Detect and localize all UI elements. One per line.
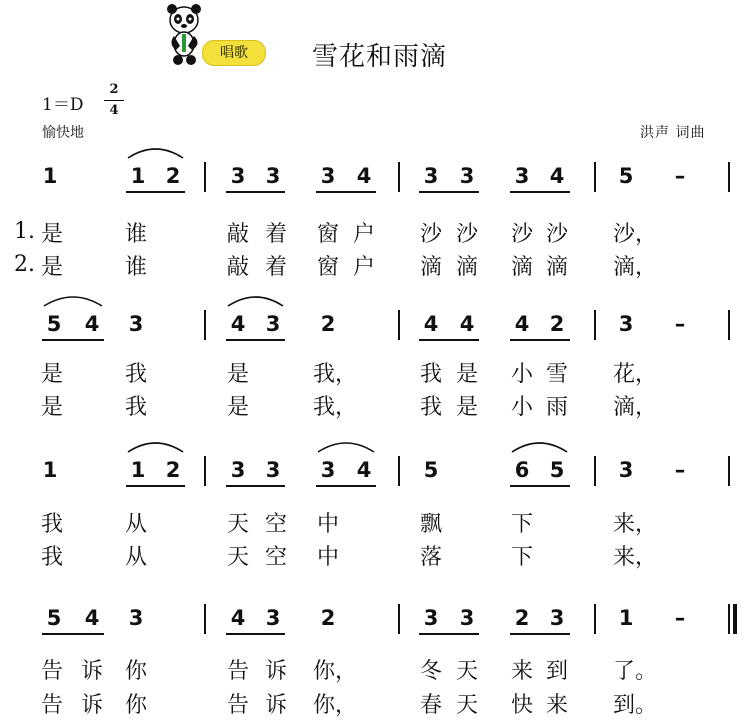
- lyric-char: 户: [352, 222, 375, 247]
- slur: [510, 438, 569, 454]
- lyric-char: 飘: [419, 512, 442, 537]
- lyric-char: 天: [455, 693, 478, 718]
- lyric-char: 空: [264, 545, 287, 570]
- note-beam: [126, 485, 185, 487]
- note: 1: [130, 458, 146, 482]
- note: 3: [320, 164, 336, 188]
- lyric-char: 告: [40, 693, 63, 718]
- lyric-char: 告: [226, 693, 249, 718]
- lyric-char: 窗: [316, 255, 339, 280]
- note: 4: [84, 606, 100, 630]
- bar-line: [398, 604, 400, 634]
- lyric-char: 着: [264, 222, 287, 247]
- note: 5: [549, 458, 565, 482]
- note: 4: [356, 164, 372, 188]
- lyric-char: 空: [264, 512, 287, 537]
- note-beam: [316, 485, 376, 487]
- lyric-char: 是: [40, 255, 63, 280]
- lyric-char: 我: [419, 362, 442, 387]
- lyric-char: 谁: [124, 255, 147, 280]
- meter-top: 2: [109, 82, 119, 97]
- lyric-char: 天: [455, 659, 478, 684]
- note: 2: [549, 312, 565, 336]
- note: 3: [230, 458, 246, 482]
- bar-line: [204, 310, 206, 340]
- lyric-char: 下: [510, 545, 533, 570]
- lyric-char: 天: [226, 512, 249, 537]
- lyric-char: 快: [510, 693, 533, 718]
- bar-line: [594, 456, 596, 486]
- lyric-char: 是: [40, 395, 63, 420]
- bar-line: [728, 456, 730, 486]
- time-signature: [104, 82, 124, 119]
- lyric-char: 我: [124, 362, 147, 387]
- lyric-char: 你: [124, 659, 147, 684]
- note-beam: [419, 191, 479, 193]
- bar-line: [594, 162, 596, 192]
- page-title: 雪花和雨滴: [312, 42, 448, 72]
- note: 5: [423, 458, 439, 482]
- lyric-char: 小: [510, 362, 533, 387]
- note-beam: [510, 339, 570, 341]
- lyric-char: 你: [124, 693, 147, 718]
- lyric-char: 冬: [419, 659, 442, 684]
- lyric-char: 中: [316, 512, 339, 537]
- lyric-char: 中: [316, 545, 339, 570]
- lyric-char: 我，: [313, 362, 358, 387]
- verse-number-1: 1.: [14, 219, 35, 244]
- lyric-char: 是: [455, 395, 478, 420]
- note: 3: [320, 458, 336, 482]
- slur: [126, 144, 185, 160]
- note: 1: [42, 164, 58, 188]
- note: 1: [130, 164, 146, 188]
- note-beam: [226, 339, 285, 341]
- lyric-char: 滴，: [613, 255, 658, 280]
- note: –: [674, 606, 686, 630]
- note: 2: [165, 458, 181, 482]
- bar-line: [728, 604, 730, 634]
- lyric-char: 花，: [613, 362, 658, 387]
- lyric-char: 到。: [613, 693, 658, 718]
- note: 4: [514, 312, 530, 336]
- lyric-char: 是: [455, 362, 478, 387]
- section-tag: 唱歌: [202, 40, 266, 66]
- note: 2: [320, 606, 336, 630]
- lyric-char: 你，: [313, 693, 358, 718]
- bar-line: [204, 604, 206, 634]
- lyric-char: 沙: [419, 222, 442, 247]
- lyric-char: 我: [419, 395, 442, 420]
- lyric-char: 诉: [80, 693, 103, 718]
- lyric-char: 来，: [613, 512, 658, 537]
- note-beam: [126, 191, 185, 193]
- bar-line: [398, 310, 400, 340]
- note: 3: [459, 606, 475, 630]
- bar-line: [594, 310, 596, 340]
- final-bar-line: [733, 604, 737, 634]
- lyric-char: 我: [40, 545, 63, 570]
- note-beam: [419, 339, 479, 341]
- lyric-char: 是: [40, 222, 63, 247]
- panda-mascot-icon: [162, 4, 208, 66]
- credit-line: 洪声 词曲: [640, 125, 706, 141]
- slur-curve: [228, 297, 283, 306]
- lyric-char: 我，: [313, 395, 358, 420]
- lyric-char: 谁: [124, 222, 147, 247]
- note: 4: [549, 164, 565, 188]
- lyric-char: 沙: [455, 222, 478, 247]
- note: 2: [320, 312, 336, 336]
- lyric-char: 了。: [613, 659, 658, 684]
- note-beam: [510, 191, 570, 193]
- note: 4: [356, 458, 372, 482]
- note: 3: [128, 606, 144, 630]
- slur-curve: [44, 297, 102, 306]
- note: 4: [423, 312, 439, 336]
- slur-curve: [318, 443, 374, 452]
- tempo-marking: 愉快地: [42, 125, 84, 141]
- lyric-char: 到: [545, 659, 568, 684]
- meter-bottom: 4: [109, 103, 119, 118]
- bar-line: [728, 162, 730, 192]
- note: 3: [128, 312, 144, 336]
- note-beam: [226, 191, 285, 193]
- lyric-char: 滴: [419, 255, 442, 280]
- note: 5: [618, 164, 634, 188]
- slur: [126, 438, 185, 454]
- note: 1: [42, 458, 58, 482]
- note: 5: [46, 312, 62, 336]
- note-beam: [42, 339, 104, 341]
- lyric-char: 诉: [264, 693, 287, 718]
- lyric-char: 沙，: [613, 222, 658, 247]
- note: 4: [230, 312, 246, 336]
- note: 4: [84, 312, 100, 336]
- note: 5: [46, 606, 62, 630]
- lyric-char: 是: [40, 362, 63, 387]
- lyric-char: 滴: [510, 255, 533, 280]
- bar-line: [204, 456, 206, 486]
- note-beam: [42, 633, 104, 635]
- note: 4: [230, 606, 246, 630]
- slur-curve: [128, 443, 183, 452]
- lyric-char: 小: [510, 395, 533, 420]
- lyric-char: 滴: [455, 255, 478, 280]
- slur: [42, 292, 104, 308]
- slur: [316, 438, 376, 454]
- slur: [226, 292, 285, 308]
- note: 6: [514, 458, 530, 482]
- lyric-char: 来: [510, 659, 533, 684]
- note: –: [674, 312, 686, 336]
- bar-line: [594, 604, 596, 634]
- note-beam: [316, 191, 376, 193]
- lyric-char: 告: [226, 659, 249, 684]
- lyric-char: 是: [226, 395, 249, 420]
- lyric-char: 是: [226, 362, 249, 387]
- note: 3: [265, 164, 281, 188]
- note: 1: [618, 606, 634, 630]
- lyric-char: 来，: [613, 545, 658, 570]
- lyric-char: 窗: [316, 222, 339, 247]
- note: 3: [265, 606, 281, 630]
- bar-line: [728, 310, 730, 340]
- slur-curve: [128, 149, 183, 158]
- note: 2: [514, 606, 530, 630]
- lyric-char: 下: [510, 512, 533, 537]
- verse-number-2: 2.: [14, 252, 35, 277]
- lyric-char: 告: [40, 659, 63, 684]
- lyric-char: 从: [124, 545, 147, 570]
- note: 3: [265, 312, 281, 336]
- lyric-char: 你，: [313, 659, 358, 684]
- note: 3: [514, 164, 530, 188]
- lyric-char: 从: [124, 512, 147, 537]
- note-beam: [510, 485, 570, 487]
- note: 3: [423, 164, 439, 188]
- note: –: [674, 458, 686, 482]
- lyric-char: 春: [419, 693, 442, 718]
- note: 3: [618, 458, 634, 482]
- note: –: [674, 164, 686, 188]
- lyric-char: 雪: [545, 362, 568, 387]
- note: 2: [165, 164, 181, 188]
- lyric-char: 我: [40, 512, 63, 537]
- lyric-char: 沙: [545, 222, 568, 247]
- lyric-char: 我: [124, 395, 147, 420]
- slur-curve: [512, 443, 567, 452]
- note: 3: [265, 458, 281, 482]
- key-signature: 1＝D: [42, 95, 84, 115]
- note: 3: [459, 164, 475, 188]
- lyric-char: 滴: [545, 255, 568, 280]
- lyric-char: 诉: [264, 659, 287, 684]
- lyric-char: 天: [226, 545, 249, 570]
- note-beam: [226, 485, 285, 487]
- note-beam: [510, 633, 570, 635]
- note: 3: [549, 606, 565, 630]
- bar-line: [398, 456, 400, 486]
- lyric-char: 雨: [545, 395, 568, 420]
- lyric-char: 敲: [226, 255, 249, 280]
- note: 3: [230, 164, 246, 188]
- lyric-char: 来: [545, 693, 568, 718]
- bar-line: [398, 162, 400, 192]
- bar-line: [204, 162, 206, 192]
- note: 3: [618, 312, 634, 336]
- note: 4: [459, 312, 475, 336]
- lyric-char: 滴，: [613, 395, 658, 420]
- note: 3: [423, 606, 439, 630]
- lyric-char: 敲: [226, 222, 249, 247]
- lyric-char: 着: [264, 255, 287, 280]
- note-beam: [226, 633, 285, 635]
- lyric-char: 沙: [510, 222, 533, 247]
- note-beam: [419, 633, 479, 635]
- lyric-char: 落: [419, 545, 442, 570]
- lyric-char: 户: [352, 255, 375, 280]
- lyric-char: 诉: [80, 659, 103, 684]
